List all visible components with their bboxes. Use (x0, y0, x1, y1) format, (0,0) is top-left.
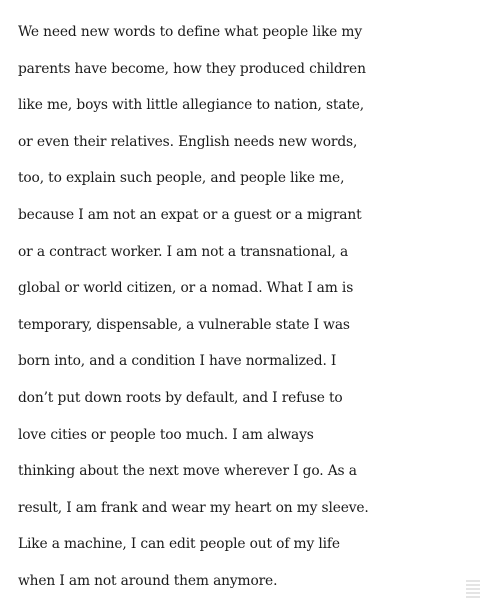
text-line: result, I am frank and wear my heart on my sleeve. (18, 499, 369, 516)
page-edge-mark (466, 580, 480, 600)
text-line: temporary, dispensable, a vulnerable state I was (18, 316, 350, 333)
text-line: Like a machine, I can edit people out of my life (18, 536, 340, 553)
text-line: when I am not around them anymore. (18, 572, 278, 589)
text-line: because I am not an expat or a guest or a migrant (18, 206, 362, 223)
text-line: We need new words to define what people like my (18, 24, 362, 40)
text-line: parents have become, how they produced children (18, 60, 366, 77)
text-line: like me, boys with little allegiance to nation, state, (18, 97, 365, 114)
text-line: don’t put down roots by default, and I refuse to (18, 389, 343, 406)
text-line: global or world citizen, or a nomad. What I am is (18, 280, 354, 297)
text-line: born into, and a condition I have normalized. I (18, 353, 337, 370)
text-line: or even their relatives. English needs new words, (18, 133, 358, 150)
text-line: or a contract worker. I am not a transnational, a (18, 243, 349, 260)
text-line: thinking about the next move wherever I go. As a (18, 463, 357, 480)
text-line: love cities or people too much. I am always (18, 426, 314, 443)
text-passage (18, 14, 478, 600)
text-line: too, to explain such people, and people like me, (18, 170, 345, 187)
